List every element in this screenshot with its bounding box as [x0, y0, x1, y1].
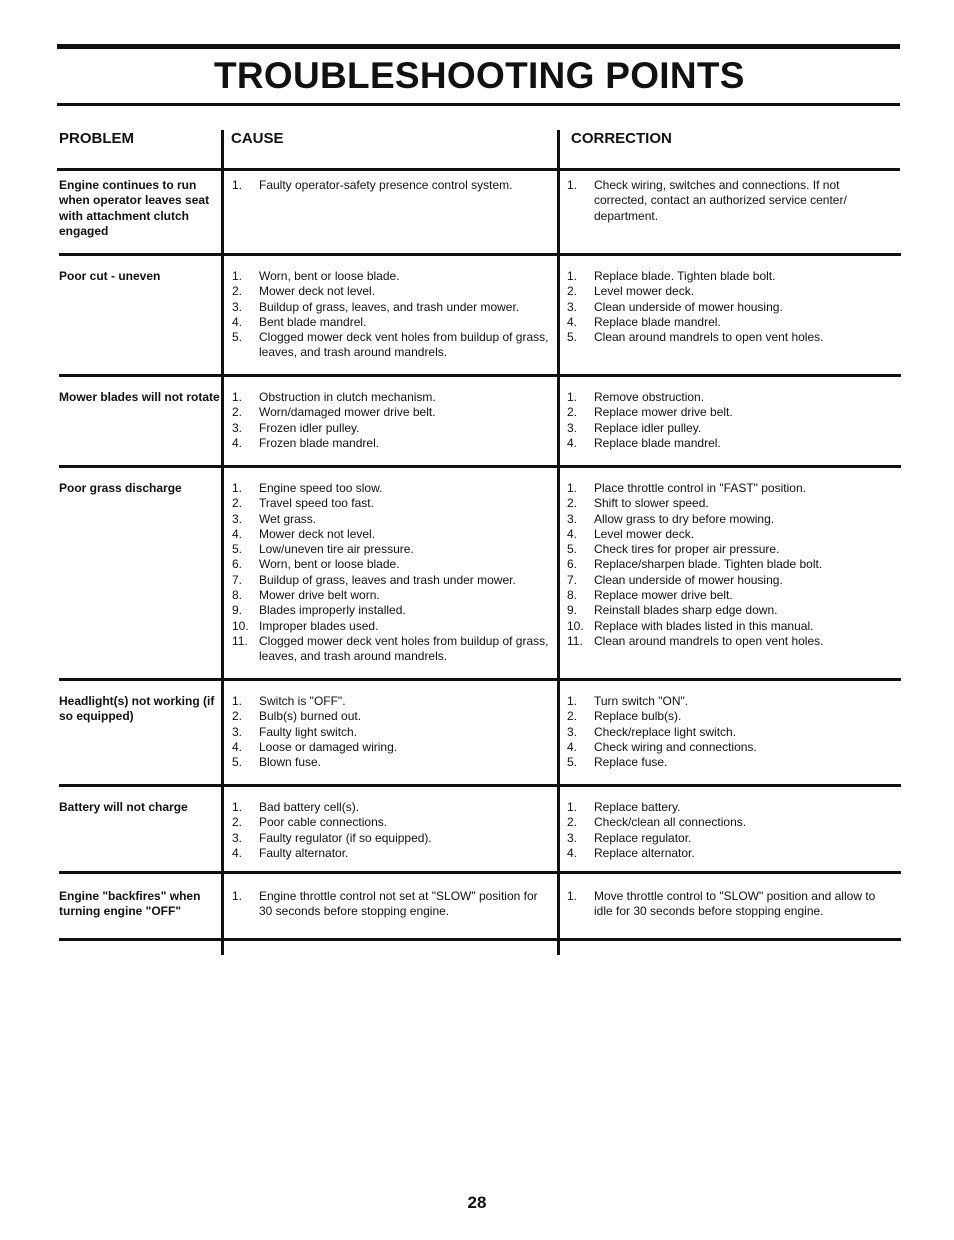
item-number: 1.	[567, 269, 578, 283]
item-number: 3.	[567, 420, 578, 435]
item-text: Replace alternator.	[594, 845, 695, 860]
item-text: Frozen idler pulley.	[259, 420, 360, 435]
correction-item	[567, 542, 877, 557]
item-number: 1.	[567, 481, 578, 495]
cause-item	[232, 300, 550, 315]
cause-item	[232, 846, 550, 861]
correction-item	[567, 496, 877, 511]
item-text: Clean around mandrels to open vent holes.	[594, 330, 824, 345]
item-number: 1.	[567, 178, 578, 192]
item-number: 2.	[232, 405, 243, 420]
cause-item	[232, 542, 550, 557]
item-text: Travel speed too fast.	[259, 496, 374, 511]
correction-item	[567, 831, 877, 846]
cause-item	[232, 405, 550, 420]
item-number: 9.	[232, 603, 243, 618]
item-text: Replace mower drive belt.	[594, 588, 733, 603]
item-text: Faulty regulator (if so equipped).	[259, 830, 432, 845]
correction-item	[567, 846, 877, 861]
cause-list	[232, 178, 550, 193]
item-number: 8.	[567, 588, 578, 603]
item-number: 6.	[567, 557, 578, 572]
item-text: Move throttle control to "SLOW" position and allow to idle for 30 seconds before stopping engine.	[594, 889, 876, 919]
item-number: 2.	[232, 496, 243, 511]
problem-text: Battery will not charge	[59, 800, 188, 814]
item-text: Replace battery.	[594, 800, 681, 814]
item-text: Obstruction in clutch mechanism.	[259, 390, 436, 404]
item-text: Replace regulator.	[594, 830, 692, 845]
cause-item	[232, 815, 550, 830]
item-number: 2.	[567, 405, 578, 420]
item-text: Replace blade. Tighten blade bolt.	[594, 269, 776, 283]
cause-item	[232, 390, 550, 405]
cause-item	[232, 481, 550, 496]
correction-list	[567, 178, 877, 224]
problem-text: Poor grass discharge	[59, 481, 182, 495]
cause-item	[232, 740, 550, 755]
cause-item	[232, 330, 550, 361]
correction-item	[567, 330, 877, 345]
item-text: Faulty alternator.	[259, 845, 349, 860]
cause-item	[232, 725, 550, 740]
row-separator	[59, 938, 901, 941]
correction-item	[567, 557, 877, 572]
correction-item	[567, 889, 877, 920]
correction-item	[567, 709, 877, 724]
correction-item	[567, 269, 877, 284]
item-text: Blown fuse.	[259, 755, 322, 770]
item-number: 4.	[567, 526, 578, 541]
item-number: 1.	[567, 800, 578, 814]
item-text: Place throttle control in "FAST" position.	[594, 481, 806, 495]
item-text: Clean underside of mower housing.	[594, 299, 783, 314]
item-text: Engine speed too slow.	[259, 481, 383, 495]
item-number: 7.	[567, 572, 578, 587]
item-number: 1.	[232, 178, 243, 192]
item-number: 1.	[232, 481, 243, 495]
cause-list	[232, 269, 550, 361]
correction-item	[567, 740, 877, 755]
correction-item	[567, 573, 877, 588]
cause-item	[232, 588, 550, 603]
cause-item	[232, 496, 550, 511]
header-correction: CORRECTION	[571, 130, 672, 147]
item-number: 3.	[232, 830, 243, 845]
cause-item	[232, 800, 550, 815]
cause-item	[232, 709, 550, 724]
item-text: Clogged mower deck vent holes from buildup of grass, leaves, and trash around mandrels.	[259, 330, 549, 360]
item-text: Wet grass.	[259, 511, 317, 526]
item-number: 4.	[232, 526, 243, 541]
correction-item	[567, 481, 877, 496]
item-number: 9.	[567, 603, 578, 618]
item-number: 3.	[232, 724, 243, 739]
item-text: Check/clean all connections.	[594, 815, 747, 830]
item-text: Switch is "OFF".	[259, 694, 346, 708]
cause-item	[232, 573, 550, 588]
item-number: 1.	[567, 889, 578, 903]
item-text: Worn/damaged mower drive belt.	[259, 405, 436, 420]
correction-item	[567, 815, 877, 830]
item-number: 11.	[232, 633, 248, 648]
item-number: 3.	[232, 299, 243, 314]
correction-item	[567, 436, 877, 451]
item-text: Check wiring, switches and connections. If not corrected, contact an authorized service center/ department.	[594, 178, 847, 223]
item-text: Buildup of grass, leaves and trash under mower.	[259, 572, 516, 587]
correction-list	[567, 800, 877, 861]
page-number: 28	[467, 1193, 487, 1212]
cause-item	[232, 527, 550, 542]
item-text: Check tires for proper air pressure.	[594, 542, 780, 557]
problem-text: Poor cut - uneven	[59, 269, 161, 283]
row-separator	[59, 871, 901, 874]
item-number: 3.	[232, 511, 243, 526]
item-number: 1.	[232, 269, 243, 283]
correction-item	[567, 634, 877, 649]
correction-item	[567, 390, 877, 405]
item-text: Check wiring and connections.	[594, 739, 757, 754]
header-problem: PROBLEM	[59, 130, 134, 147]
item-number: 1.	[232, 694, 243, 708]
correction-item	[567, 527, 877, 542]
correction-list	[567, 694, 877, 770]
item-number: 10.	[567, 618, 584, 633]
row-separator	[57, 168, 900, 171]
row-separator	[59, 465, 901, 468]
item-number: 1.	[567, 694, 578, 708]
item-text: Level mower deck.	[594, 284, 695, 299]
title-top-rule	[57, 44, 900, 49]
item-text: Blades improperly installed.	[259, 603, 406, 618]
item-number: 3.	[567, 830, 578, 845]
item-text: Replace fuse.	[594, 755, 668, 770]
item-text: Bent blade mandrel.	[259, 314, 367, 329]
item-text: Mower deck not level.	[259, 526, 376, 541]
cause-item	[232, 269, 550, 284]
row-separator	[59, 678, 901, 681]
item-text: Faulty operator-safety presence control system.	[259, 178, 513, 192]
correction-item	[567, 725, 877, 740]
cause-item	[232, 694, 550, 709]
cause-item	[232, 603, 550, 618]
item-number: 3.	[567, 511, 578, 526]
item-number: 4.	[232, 739, 243, 754]
cause-list	[232, 694, 550, 770]
cause-list	[232, 800, 550, 861]
item-text: Check/replace light switch.	[594, 724, 737, 739]
item-number: 5.	[232, 542, 243, 557]
item-text: Frozen blade mandrel.	[259, 435, 380, 450]
header-cause: CAUSE	[231, 130, 284, 147]
item-number: 2.	[232, 284, 243, 299]
problem-text: Mower blades will not rotate	[59, 390, 220, 404]
row-separator	[59, 784, 901, 787]
item-text: Replace with blades listed in this manual.	[594, 618, 814, 633]
item-text: Allow grass to dry before mowing.	[594, 511, 775, 526]
item-number: 5.	[232, 330, 243, 345]
cause-item	[232, 421, 550, 436]
correction-list	[567, 481, 877, 649]
item-number: 2.	[567, 815, 578, 830]
item-number: 1.	[567, 390, 578, 404]
item-number: 8.	[232, 588, 243, 603]
problem-text: Engine "backfires" when turning engine "OFF"	[59, 889, 201, 919]
item-number: 10.	[232, 618, 249, 633]
item-number: 5.	[567, 542, 578, 557]
item-number: 6.	[232, 557, 243, 572]
item-number: 2.	[567, 284, 578, 299]
correction-item	[567, 405, 877, 420]
cause-item	[232, 512, 550, 527]
item-text: Engine throttle control not set at "SLOW" position for 30 seconds before stopping engine.	[259, 889, 538, 919]
item-number: 4.	[567, 314, 578, 329]
item-text: Replace bulb(s).	[594, 709, 682, 724]
item-number: 2.	[567, 496, 578, 511]
item-text: Improper blades used.	[259, 618, 379, 633]
item-text: Clogged mower deck vent holes from buildup of grass, leaves, and trash around mandrels.	[259, 633, 549, 664]
item-number: 1.	[232, 390, 243, 404]
item-number: 2.	[232, 815, 243, 830]
item-text: Replace blade mandrel.	[594, 435, 721, 450]
cause-item	[232, 889, 550, 920]
item-text: Low/uneven tire air pressure.	[259, 542, 414, 557]
item-number: 3.	[567, 724, 578, 739]
item-text: Clean underside of mower housing.	[594, 572, 783, 587]
correction-item	[567, 588, 877, 603]
item-text: Buildup of grass, leaves, and trash under mower.	[259, 299, 520, 314]
cause-item	[232, 831, 550, 846]
cause-list	[232, 390, 550, 451]
item-number: 4.	[232, 845, 243, 860]
item-number: 11.	[567, 633, 583, 648]
row-separator	[59, 374, 901, 377]
correction-list	[567, 390, 877, 451]
item-number: 4.	[567, 739, 578, 754]
correction-list	[567, 269, 877, 345]
item-text: Level mower deck.	[594, 526, 695, 541]
cause-item	[232, 634, 550, 665]
cause-item	[232, 315, 550, 330]
cause-item	[232, 436, 550, 451]
item-number: 7.	[232, 572, 243, 587]
item-number: 1.	[232, 889, 243, 903]
correction-item	[567, 512, 877, 527]
item-text: Bulb(s) burned out.	[259, 709, 362, 724]
correction-item	[567, 755, 877, 770]
row-separator	[59, 253, 901, 256]
item-number: 2.	[567, 709, 578, 724]
correction-item	[567, 800, 877, 815]
item-text: Replace idler pulley.	[594, 420, 702, 435]
item-number: 3.	[232, 420, 243, 435]
item-text: Remove obstruction.	[594, 390, 705, 404]
correction-item	[567, 421, 877, 436]
item-number: 4.	[232, 314, 243, 329]
cause-item	[232, 619, 550, 634]
item-text: Turn switch "ON".	[594, 694, 689, 708]
item-text: Reinstall blades sharp edge down.	[594, 603, 778, 618]
correction-item	[567, 300, 877, 315]
item-number: 4.	[567, 435, 578, 450]
cause-item	[232, 557, 550, 572]
item-text: Worn, bent or loose blade.	[259, 557, 400, 572]
item-text: Clean around mandrels to open vent holes.	[594, 633, 824, 648]
item-text: Replace mower drive belt.	[594, 405, 733, 420]
item-text: Bad battery cell(s).	[259, 800, 360, 814]
cause-item	[232, 178, 550, 193]
item-number: 5.	[567, 330, 578, 345]
item-text: Loose or damaged wiring.	[259, 739, 398, 754]
correction-item	[567, 694, 877, 709]
page-title: TROUBLESHOOTING POINTS	[214, 55, 745, 96]
cause-list	[232, 889, 550, 920]
item-text: Shift to slower speed.	[594, 496, 709, 511]
correction-item	[567, 619, 877, 634]
item-text: Replace/sharpen blade. Tighten blade bolt.	[594, 557, 823, 572]
item-number: 4.	[232, 435, 243, 450]
item-number: 1.	[232, 800, 243, 814]
item-number: 5.	[567, 755, 578, 770]
item-number: 2.	[232, 709, 243, 724]
item-number: 4.	[567, 845, 578, 860]
correction-item	[567, 284, 877, 299]
item-number: 5.	[232, 755, 243, 770]
title-bottom-rule	[57, 103, 900, 106]
problem-text: Headlight(s) not working (if so equipped)	[59, 694, 215, 724]
item-text: Worn, bent or loose blade.	[259, 269, 400, 283]
cause-item	[232, 755, 550, 770]
cause-list	[232, 481, 550, 665]
cause-item	[232, 284, 550, 299]
item-text: Mower deck not level.	[259, 284, 376, 299]
correction-item	[567, 315, 877, 330]
correction-item	[567, 603, 877, 618]
correction-list	[567, 889, 877, 920]
item-number: 3.	[567, 299, 578, 314]
item-text: Faulty light switch.	[259, 724, 358, 739]
item-text: Mower drive belt worn.	[259, 588, 380, 603]
correction-item	[567, 178, 877, 224]
item-text: Poor cable connections.	[259, 815, 388, 830]
problem-text: Engine continues to run when operator leaves seat with attachment clutch engaged	[59, 178, 210, 238]
item-text: Replace blade mandrel.	[594, 314, 721, 329]
